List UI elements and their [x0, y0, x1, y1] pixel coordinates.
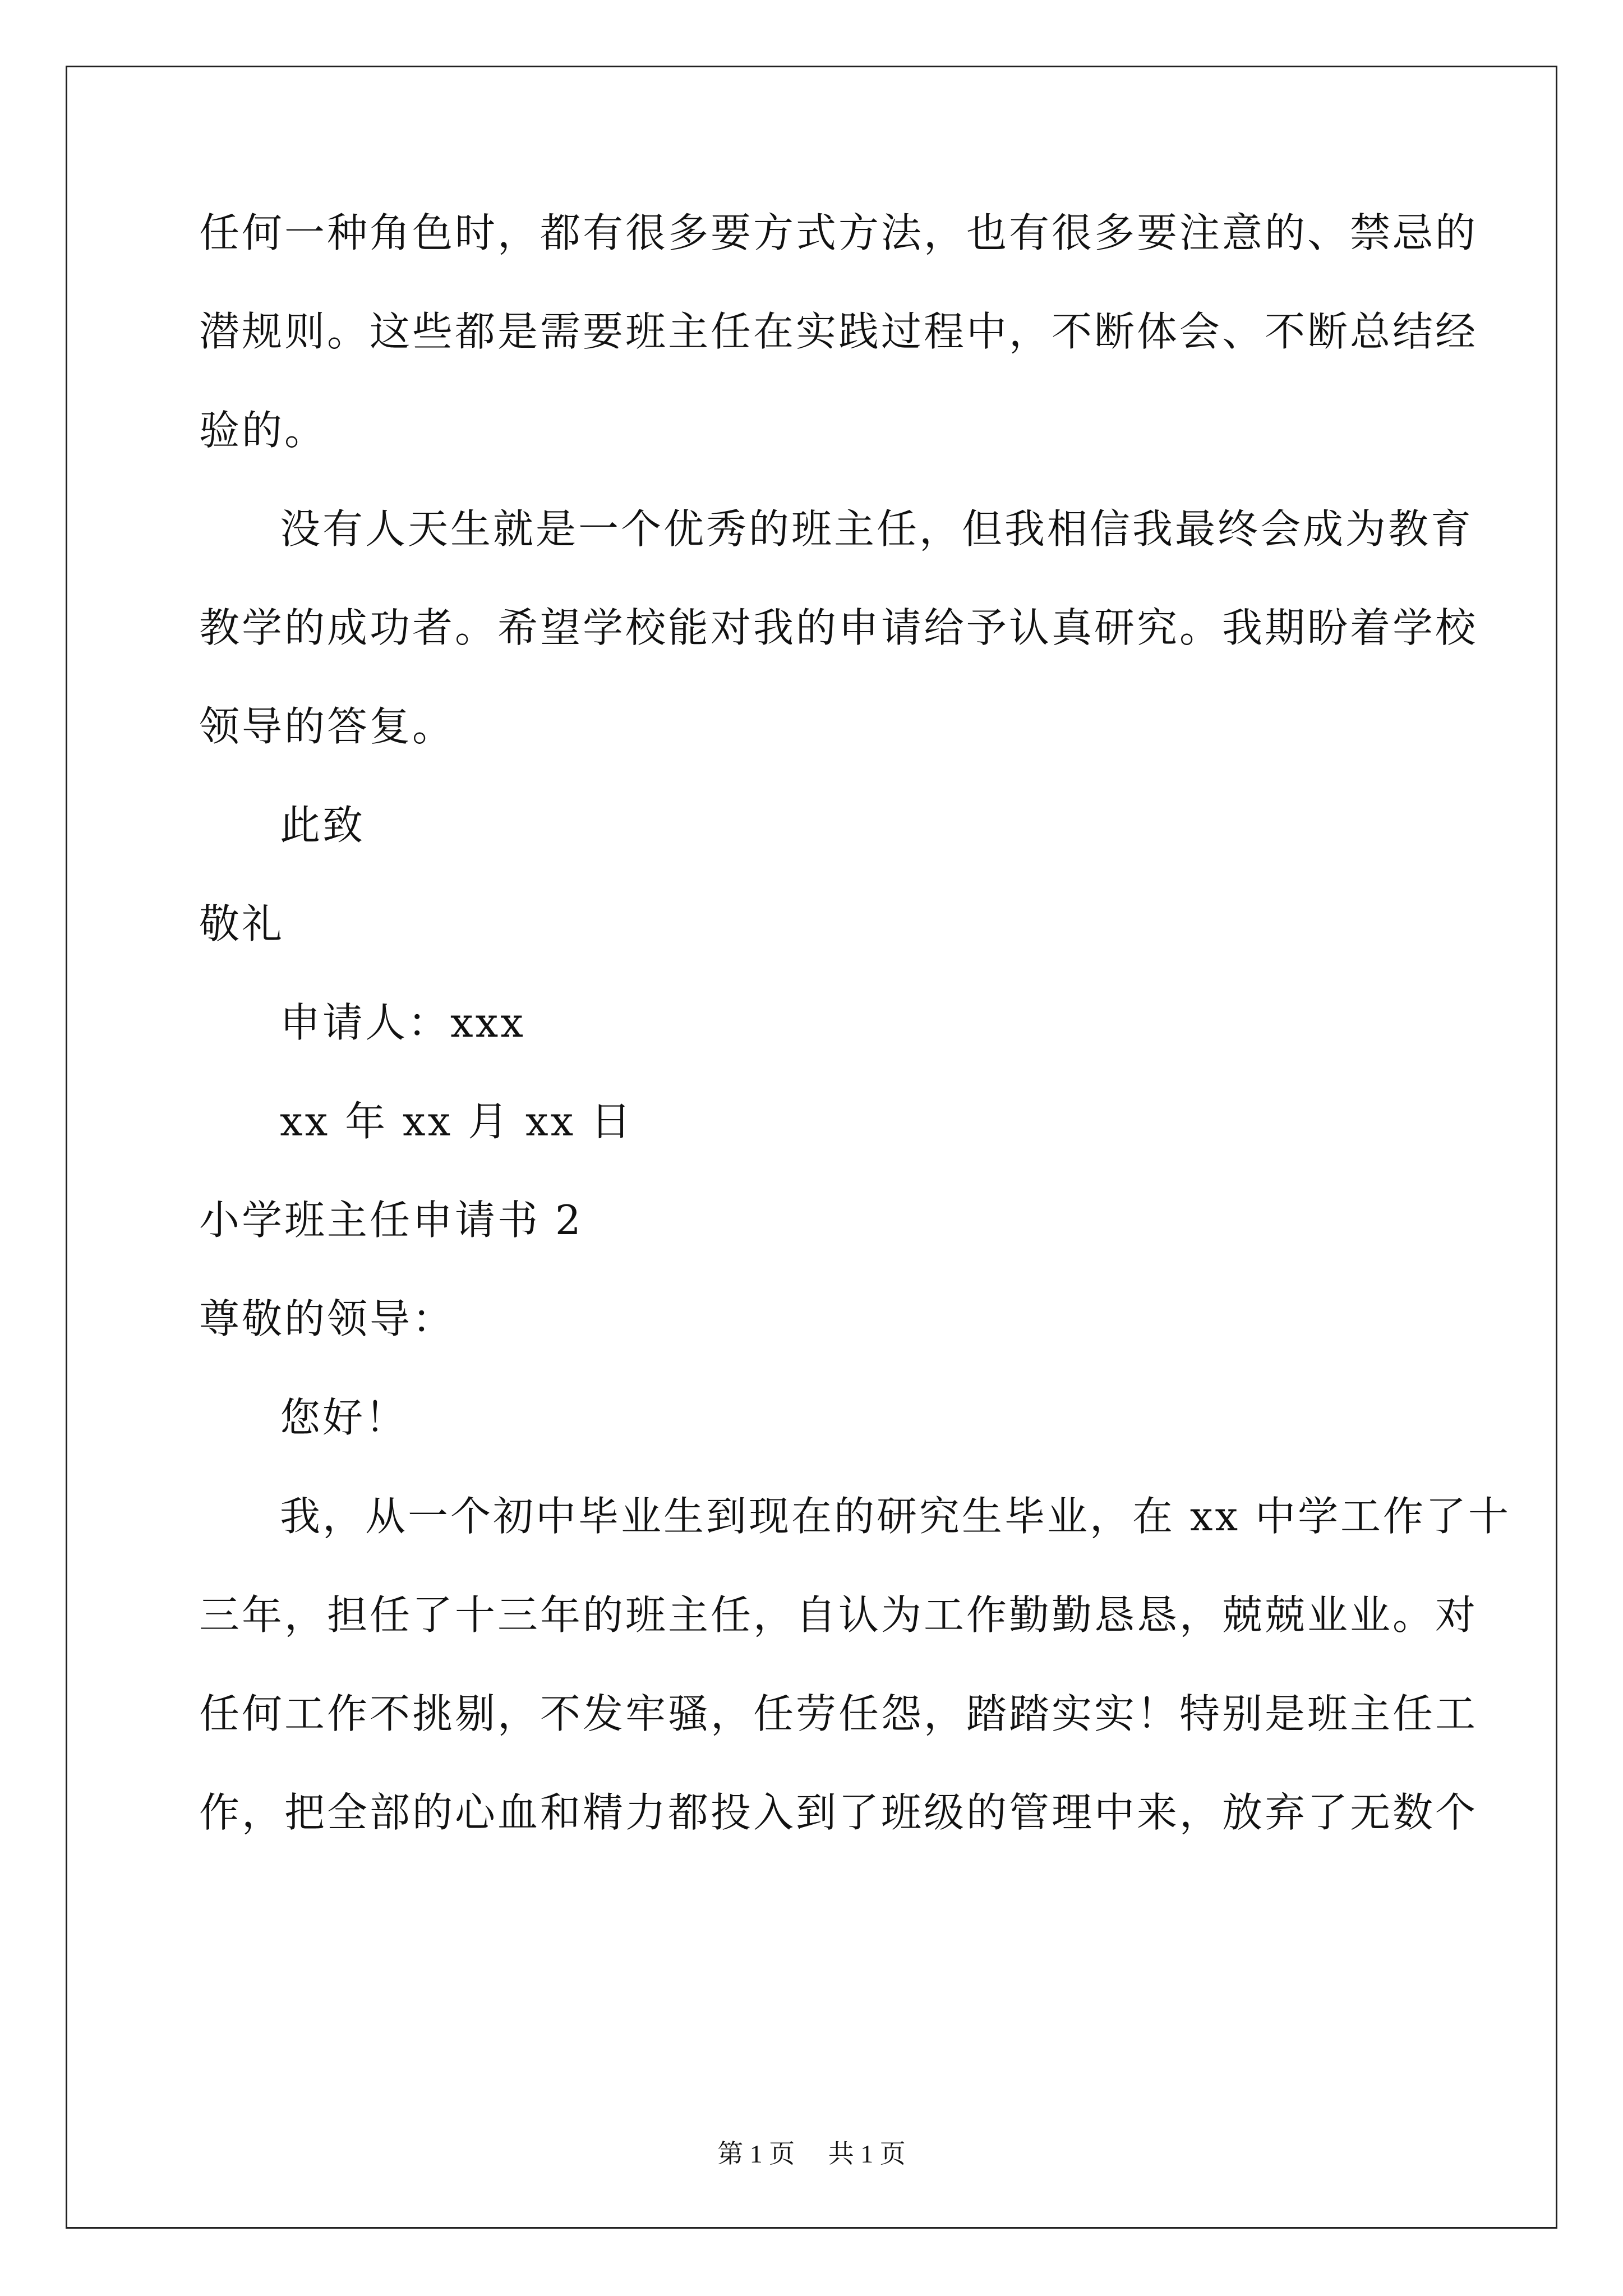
text-line: 作，把全部的心血和精力都投入到了班级的管理中来，放弃了无数个: [199, 1789, 1478, 1836]
section-title: 小学班主任申请书 2: [199, 1197, 583, 1244]
text-line: 潜规则。这些都是需要班主任在实践过程中，不断体会、不断总结经: [199, 308, 1478, 355]
page-number: 第 1 页: [717, 2139, 795, 2168]
page-total: 共 1 页: [828, 2139, 906, 2168]
date-line: xx 年 xx 月 xx 日: [280, 1098, 634, 1145]
applicant-line: 申请人：xxx: [280, 999, 525, 1046]
document-body: [199, 203, 1511, 1881]
text-line: 任何工作不挑剔，不发牢骚，任劳任怨，踏踏实实！特别是班主任工: [199, 1690, 1478, 1737]
text-line: 领导的答复。: [199, 703, 455, 750]
paragraph-start: 我，从一个初中毕业生到现在的研究生毕业，在 xx 中学工作了十: [280, 1493, 1511, 1540]
closing-phrase: 此致: [280, 802, 366, 849]
text-line: 验的。: [199, 407, 328, 454]
greeting: 您好！: [280, 1394, 408, 1441]
greeting-recipient: 尊敬的领导：: [199, 1295, 455, 1342]
salutation: 敬礼: [199, 900, 285, 947]
text-line: 教学的成功者。希望学校能对我的申请给予认真研究。我期盼着学校: [199, 604, 1478, 651]
page-footer: [0, 2138, 1623, 2170]
paragraph-start: 没有人天生就是一个优秀的班主任，但我相信我最终会成为教育: [280, 505, 1474, 553]
text-line: 三年，担任了十三年的班主任，自认为工作勤勤恳恳，兢兢业业。对: [199, 1591, 1478, 1639]
text-line: 任何一种角色时，都有很多要方式方法，也有很多要注意的、禁忌的: [199, 209, 1478, 256]
